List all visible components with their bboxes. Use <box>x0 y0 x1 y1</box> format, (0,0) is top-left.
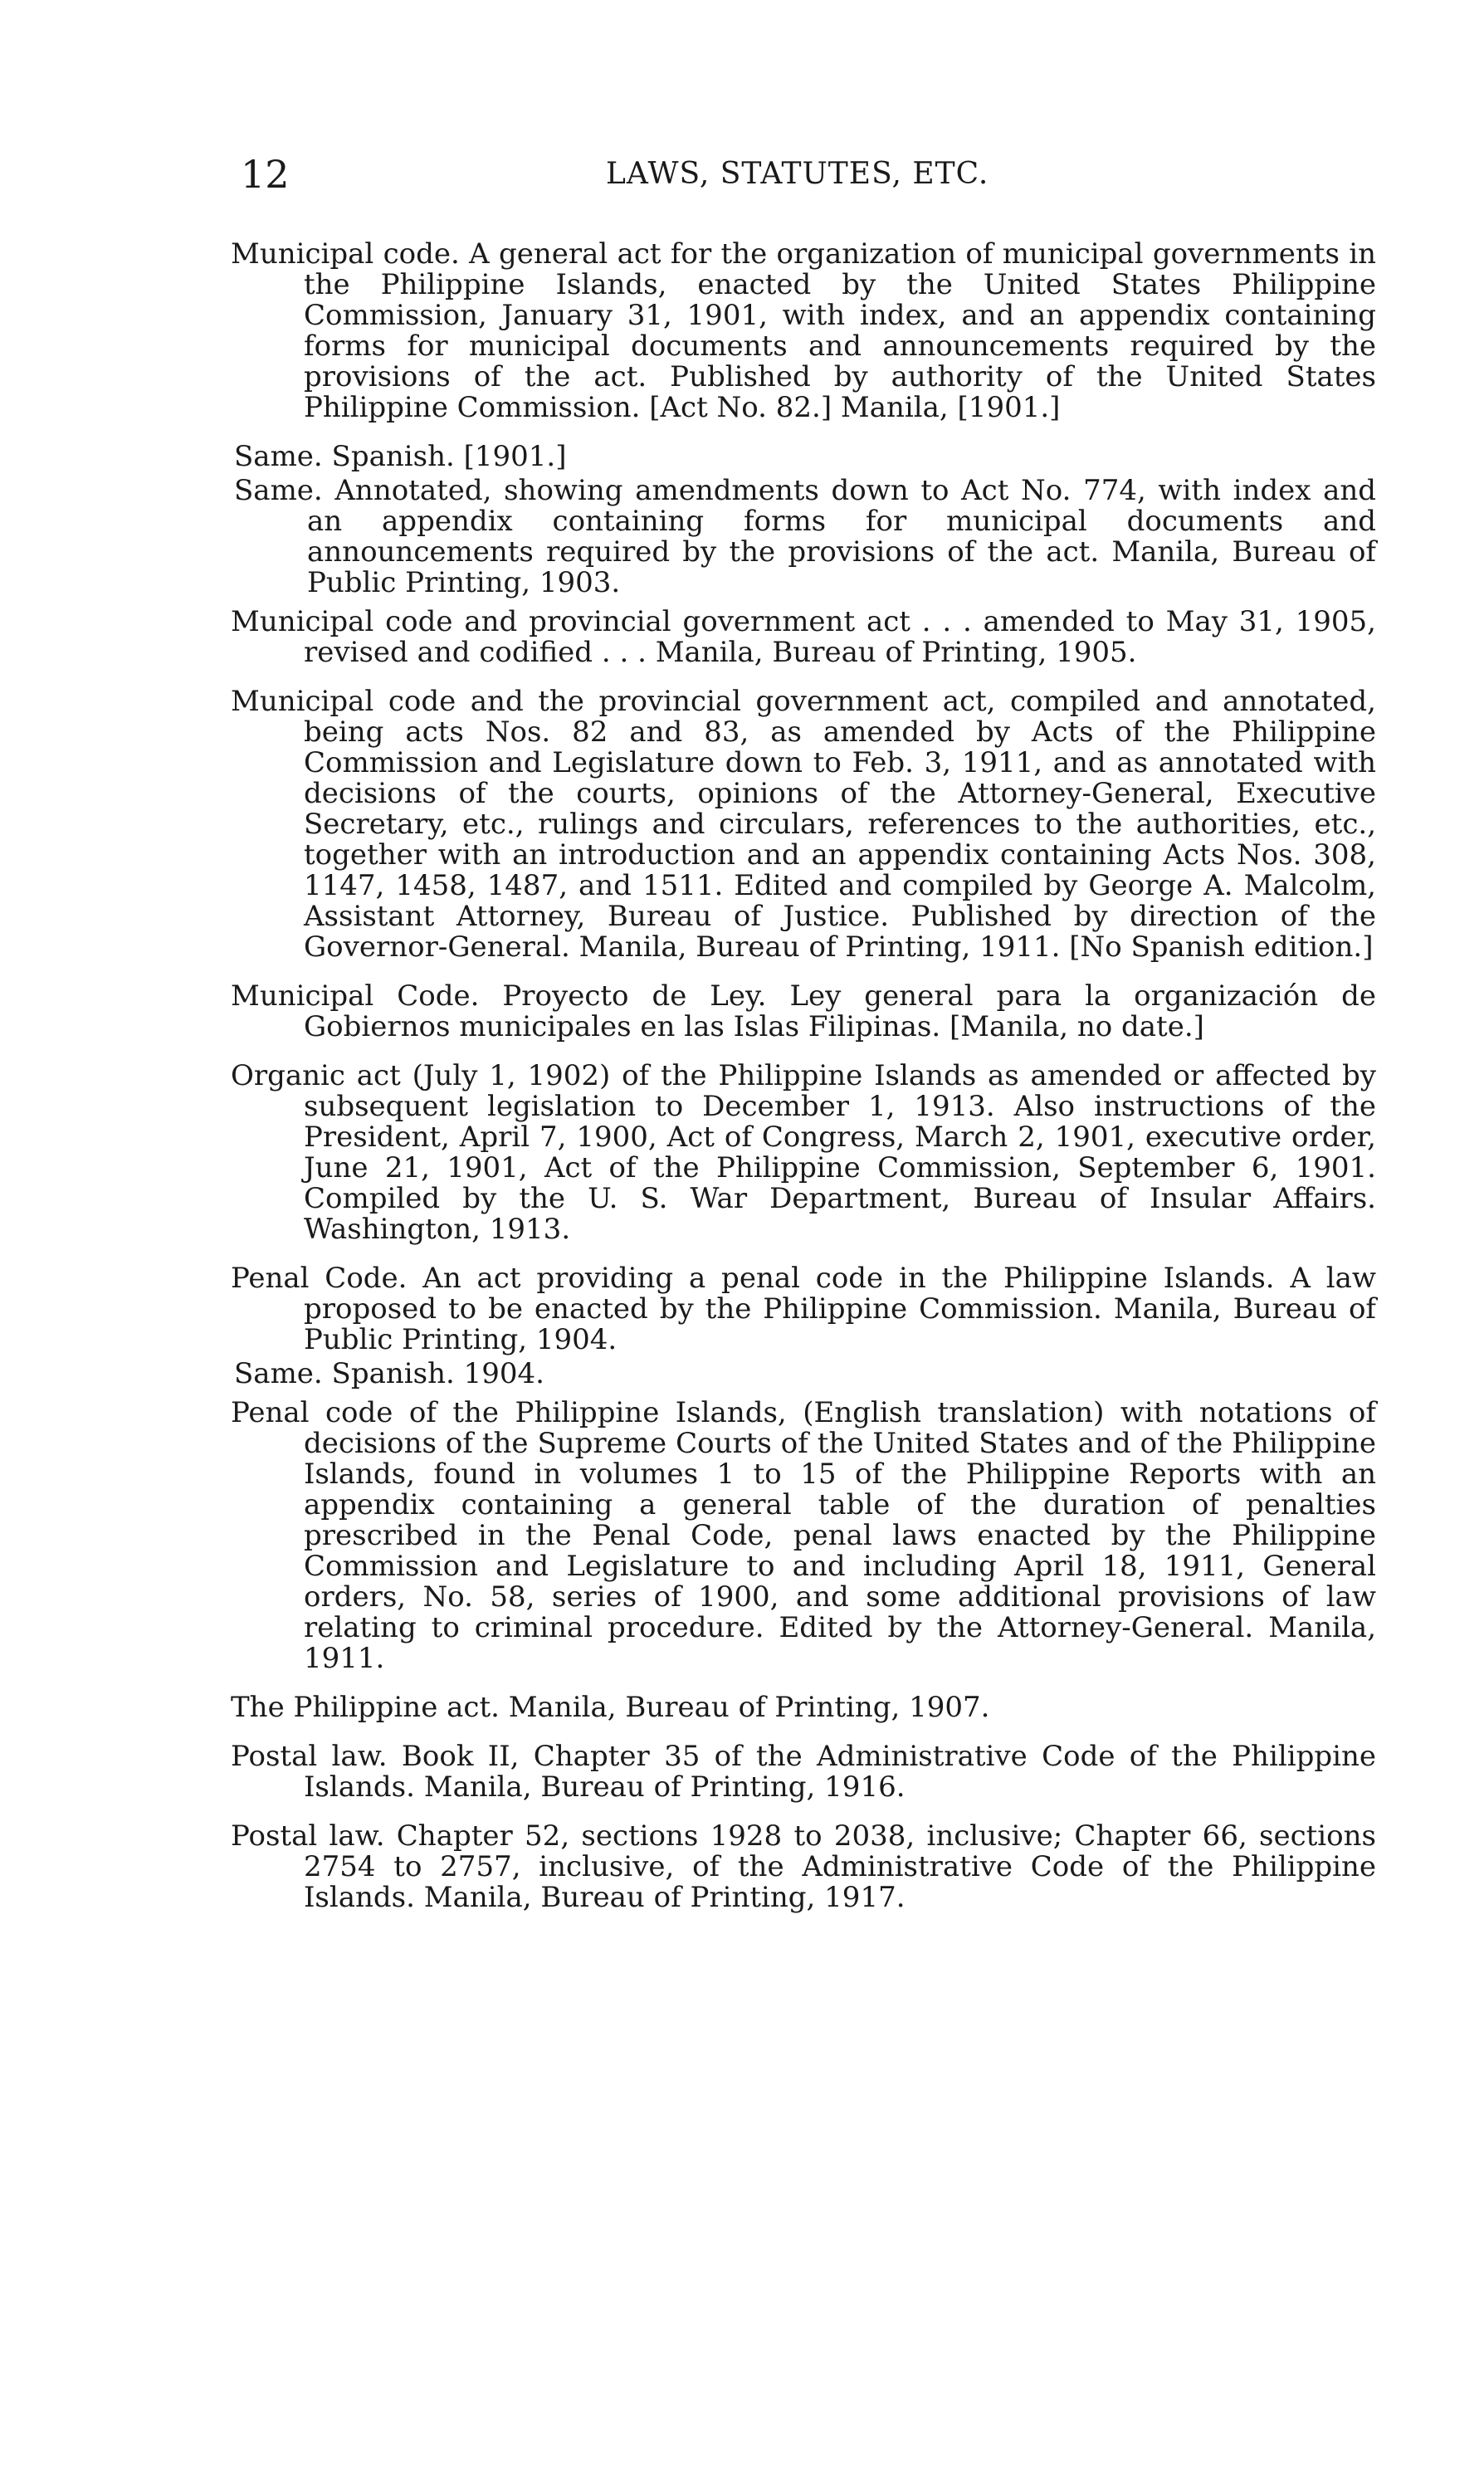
entry-same-spanish-1901: Same. Spanish. [1901.] <box>234 440 567 473</box>
entry-postal-law-1916: Postal law. Book II, Chapter 35 of the Administrative Code of the Philippine Islands. Manila, Bureau of Printing, 1916. <box>231 1740 1376 1804</box>
running-head: LAWS, STATUTES, ETC. <box>606 157 989 191</box>
entry-municipal-code-proyecto: Municipal Code. Proyecto de Ley. Ley general para la organización de Gobiernos municipales en las Islas Filipinas. [Manila, no date.] <box>231 979 1376 1043</box>
entry-same-annotated-1903: Same. Annotated, showing amendments down to Act No. 774, with index and an appendix containing forms for municipal documents and announcements required by the provisions of the act. Manila, Bureau of Public Printing, 1903. <box>234 474 1376 599</box>
entry-penal-code-1904: Penal Code. An act providing a penal code in the Philippine Islands. A law proposed to be enacted by the Philippine Commission. Manila, Bureau of Public Printing, 1904. <box>231 1262 1376 1356</box>
page-header <box>241 149 1378 199</box>
entry-municipal-code-provincial-1911: Municipal code and the provincial government act, compiled and annotated, being acts Nos. 82 and 83, as amended by Acts of the Philippine Commission and Legislature down to Feb. 3, 1911, and as annotated with decisions of the courts, opinions of the Attorney-General, Executive Secretary, etc., rulings and circulars, references to the authorities, etc., together with an introduction and an appendix containing Acts Nos. 308, 1147, 1458, 1487, and 1511. Edited and compiled by George A. Malcolm, Assistant Attorney, Bureau of Justice. Published by direction of the Governor-General. Manila, Bureau of Printing, 1911. [No Spanish edition.] <box>231 685 1376 964</box>
entry-municipal-code-1901: Municipal code. A general act for the organization of municipal governments in the Philippine Islands, enacted by the United States Philippine Commission, January 31, 1901, with index, and an appendix containing forms for municipal documents and announcements required by the provisions of the act. Published by authority of the United States Philippine Commission. [Act No. 82.] Manila, [1901.] <box>231 237 1376 424</box>
entry-philippine-act-1907: The Philippine act. Manila, Bureau of Printing, 1907. <box>231 1691 990 1724</box>
entry-postal-law-1917: Postal law. Chapter 52, sections 1928 to 2038, inclusive; Chapter 66, sections 2754 to 2757, inclusive, of the Administrative Code of the Philippine Islands. Manila, Bureau of Printing, 1917. <box>231 1819 1376 1914</box>
page-number: 12 <box>241 152 290 197</box>
bibliography-list <box>231 239 1376 1931</box>
entry-municipal-code-provincial-1905: Municipal code and provincial government act . . . amended to May 31, 1905, revised and codified . . . Manila, Bureau of Printing, 1905. <box>231 605 1376 669</box>
entry-same-spanish-1904: Same. Spanish. 1904. <box>234 1357 544 1390</box>
entry-organic-act-1913: Organic act (July 1, 1902) of the Philippine Islands as amended or affected by subsequent legislation to December 1, 1913. Also instructions of the President, April 7, 1900, Act of Congress, March 2, 1901, executive order, June 21, 1901, Act of the Philippine Commission, September 6, 1901. Compiled by the U. S. War Department, Bureau of Insular Affairs. Washington, 1913. <box>231 1059 1376 1246</box>
entry-penal-code-1911: Penal code of the Philippine Islands, (English translation) with notations of decisions of the Supreme Courts of the United States and of the Philippine Islands, found in volumes 1 to 15 of the Philippine Reports with an appendix containing a general table of the duration of penalties prescribed in the Penal Code, penal laws enacted by the Philippine Commission and Legislature to and including April 18, 1911, General orders, No. 58, series of 1900, and some additional provisions of law relating to criminal procedure. Edited by the Attorney-General. Manila, 1911. <box>231 1396 1376 1675</box>
